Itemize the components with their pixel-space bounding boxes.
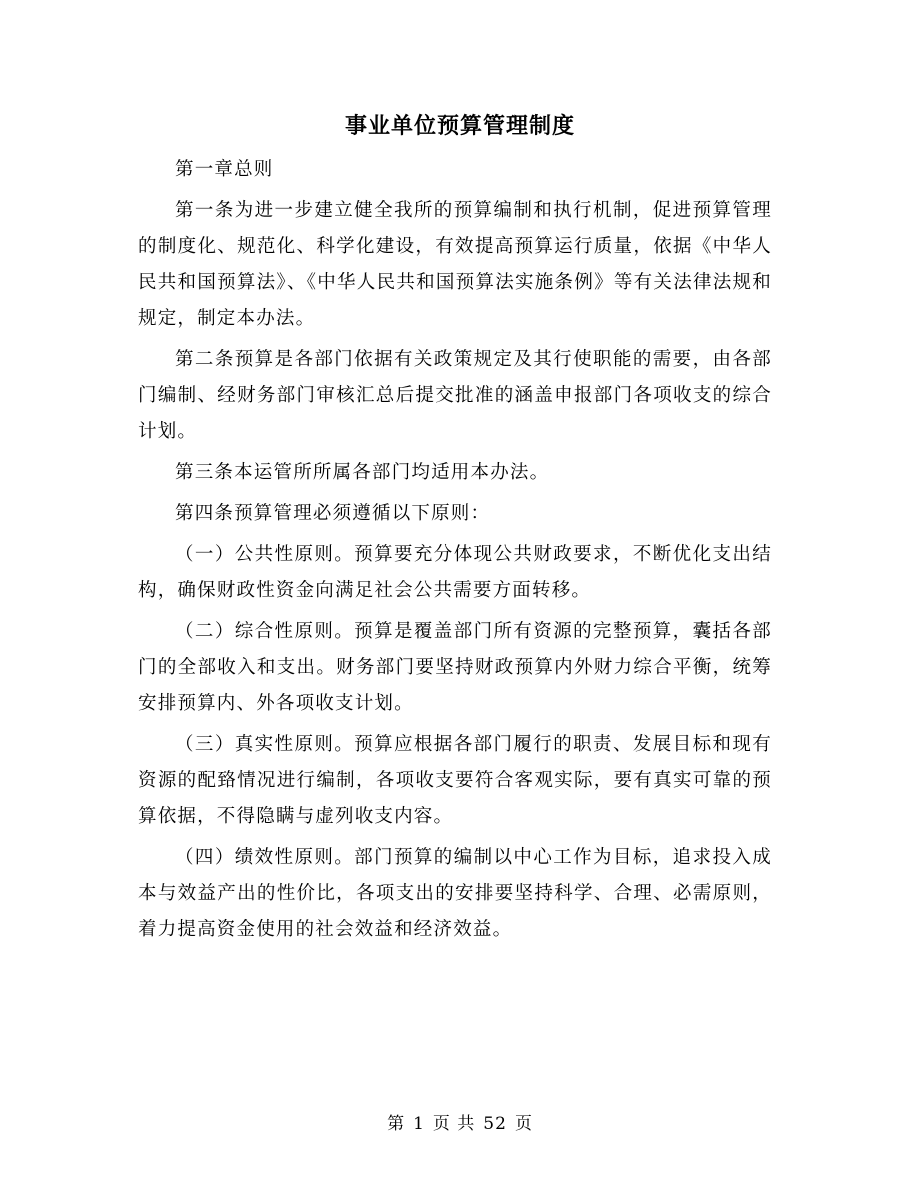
article-3-paragraph: 第三条本运管所所属各部门均适用本办法。	[175, 462, 550, 483]
page-footer	[0, 1112, 920, 1136]
principle-1-paragraph: （一）公共性原则。预算要充分体现公共财政要求，不断优化支出结构，确保财政性资金向满足社会公共需要方面转移。	[138, 544, 772, 601]
footer-mid: 页 共	[432, 1114, 476, 1134]
footer-total-pages: 52	[483, 1114, 507, 1134]
principle-3-paragraph: （三）真实性原则。预算应根据各部门履行的职责、发展目标和现有资源的配臵情况进行编制，各项收支要符合客观实际，要有真实可靠的预算依据，不得隐瞒与虚列收支内容。	[138, 734, 772, 827]
document-title: 事业单位预算管理制度	[344, 113, 575, 139]
chapter-heading: 第一章总则	[175, 159, 274, 180]
document-body	[138, 152, 772, 953]
footer-page-number: 1	[413, 1114, 425, 1134]
principle-2-paragraph: （二）综合性原则。预算是覆盖部门所有资源的完整预算，囊括各部门的全部收入和支出。财务部门要坚持财政预算内外财力综合平衡，统筹安排预算内、外各项收支计划。	[138, 621, 772, 714]
article-2-paragraph: 第二条预算是各部门依据有关政策规定及其行使职能的需要，由各部门编制、经财务部门审核汇总后提交批准的涵盖申报部门各项收支的综合计划。	[138, 349, 772, 442]
principle-4-paragraph: （四）绩效性原则。部门预算的编制以中心工作为目标，追求投入成本与效益产出的性价比，各项支出的安排要坚持科学、合理、必需原则，着力提高资金使用的社会效益和经济效益。	[138, 847, 772, 940]
footer-prefix: 第	[387, 1114, 406, 1134]
article-1-paragraph: 第一条为进一步建立健全我所的预算编制和执行机制，促进预算管理的制度化、规范化、科学化建设，有效提高预算运行质量，依据《中华人民共和国预算法》、《中华人民共和国预算法实施条例》等有关法律法规和规定，制定本办法。	[138, 200, 772, 329]
footer-suffix: 页	[514, 1114, 533, 1134]
article-4-paragraph: 第四条预算管理必须遵循以下原则：	[175, 503, 491, 524]
